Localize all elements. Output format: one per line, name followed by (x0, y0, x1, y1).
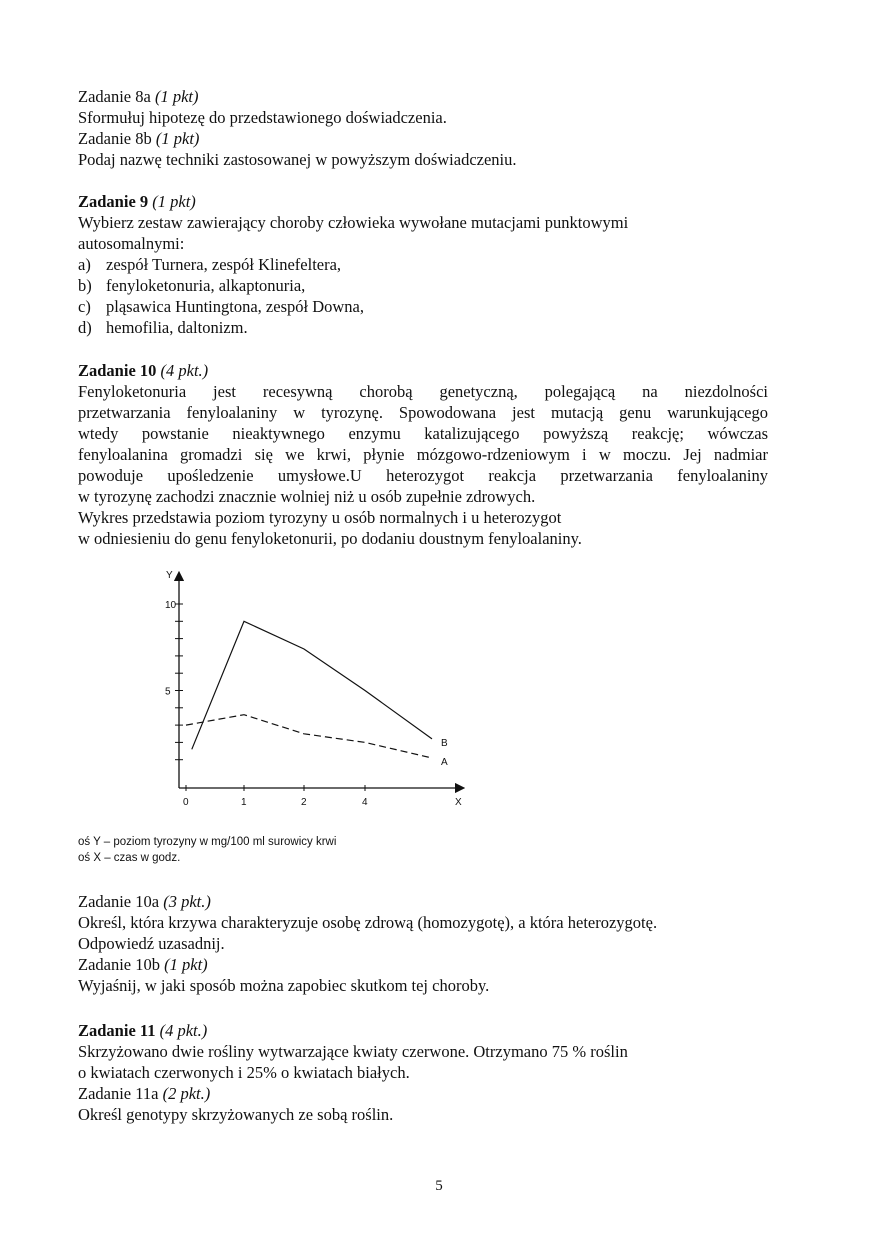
y-tick-label: 5 (165, 686, 171, 698)
task-11-label: Zadanie 11 (78, 1021, 156, 1040)
task-10-para-line: powoduje upośledzenie umysłowe.U heterozygot reakcja przetwarzania fenyloalaniny (78, 466, 768, 485)
task-9-label: Zadanie 9 (78, 192, 149, 211)
task-10-label: Zadanie 10 (78, 361, 157, 380)
caption-y: oś Y – poziom tyrozyny w mg/100 ml surowicy krwi (78, 836, 337, 848)
task-8b-points: (1 pkt) (155, 129, 200, 148)
task-10b-label: Zadanie 10b (78, 955, 161, 974)
task-10a-text: Odpowiedź uzasadnij. (78, 934, 225, 953)
task-11a-text: Określ genotypy skrzyżowanych ze sobą roślin. (78, 1105, 394, 1124)
series-label-B: B (441, 737, 448, 749)
x-tick-label: 1 (241, 797, 247, 808)
task-10-para2-line: w odniesieniu do genu fenyloketonurii, po dodaniu doustnym fenyloalaniny. (78, 529, 582, 548)
chart-caption (78, 834, 336, 866)
task-10 (78, 360, 768, 549)
task-11-text: Skrzyżowano dwie rośliny wytwarzające kwiaty czerwone. Otrzymano 75 % roślin (78, 1042, 628, 1061)
chart-axes (179, 576, 460, 788)
option-text: zespół Turnera, zespół Klinefeltera, (106, 255, 342, 274)
task-11a-label: Zadanie 11a (78, 1084, 159, 1103)
task-11-points: (4 pkt.) (159, 1021, 208, 1040)
series-label-A: A (441, 756, 448, 768)
x-tick-label: 2 (301, 797, 307, 808)
task-10-para-line: fenyloalanina gromadzi się we krwi, płynie mózgowo-rdzeniowym i w moczu. Jej nadmiar (78, 445, 768, 464)
x-axis-label: X (455, 797, 462, 808)
task-10b-points: (1 pkt) (164, 955, 208, 974)
option-letter: d) (78, 318, 92, 337)
task-9-points: (1 pkt) (152, 192, 196, 211)
task-10-para-line: wtedy powstanie nieaktywnego enzymu katalizującego powyższą reakcję; wówczas (78, 424, 768, 443)
task-8b-text: Podaj nazwę techniki zastosowanej w powyższym doświadczeniu. (78, 150, 517, 169)
task-10b-text: Wyjaśnij, w jaki sposób można zapobiec skutkom tej choroby. (78, 976, 490, 995)
task-10-points: (4 pkt.) (160, 361, 209, 380)
task-9 (78, 191, 778, 338)
task-11 (78, 1020, 778, 1125)
series-line-B (192, 621, 432, 749)
task-8a-points: (1 pkt) (154, 87, 199, 106)
x-tick-label: 0 (183, 797, 189, 808)
y-tick-label: 10 (165, 600, 177, 611)
chart-series (186, 621, 448, 768)
series-line-A (186, 715, 432, 758)
task-10ab (78, 891, 778, 996)
task-10a-text: Określ, która krzywa charakteryzuje osobę zdrową (homozygotę), a która heterozygotę. (78, 913, 658, 932)
option-text: fenyloketonuria, alkaptonuria, (106, 276, 306, 295)
option-letter: b) (78, 276, 92, 295)
task-10-para2-line: Wykres przedstawia poziom tyrozyny u osób normalnych i u heterozygot (78, 508, 562, 527)
task-8a-label: Zadanie 8a (78, 87, 151, 106)
task-9-question-line: autosomalnymi: (78, 234, 185, 253)
task-8b-label: Zadanie 8b (78, 129, 152, 148)
tyrosine-chart (150, 562, 480, 812)
caption-x: oś X – czas w godz. (78, 852, 181, 864)
task-10-para-line: Fenyloketonuria jest recesywną chorobą genetyczną, polegającą na niezdolności (78, 382, 768, 401)
option-c (78, 296, 778, 317)
task-10a-label: Zadanie 10a (78, 892, 160, 911)
task-9-question-line: Wybierz zestaw zawierający choroby człowieka wywołane mutacjami punktowymi (78, 213, 629, 232)
task-10-para-line: przetwarzania fenyloalaniny w tyrozynę. Spowodowana jest mutacją genu warunkującego (78, 403, 768, 422)
option-letter: c) (78, 297, 91, 316)
task-11a-points: (2 pkt.) (162, 1084, 211, 1103)
task-10-para-line: w tyrozynę zachodzi znacznie wolniej niż u osób zupełnie zdrowych. (78, 487, 536, 506)
x-tick-label: 4 (362, 797, 368, 808)
option-letter: a) (78, 255, 91, 274)
option-d (78, 317, 778, 338)
y-axis-label: Y (166, 570, 173, 581)
task-11-text: o kwiatach czerwonych i 25% o kwiatach białych. (78, 1063, 410, 1082)
task-10a-points: (3 pkt.) (163, 892, 211, 911)
option-text: pląsawica Huntingtona, zespół Downa, (106, 297, 364, 316)
task-8 (78, 86, 778, 170)
option-text: hemofilia, daltonizm. (106, 318, 248, 337)
option-a (78, 254, 778, 275)
task-8a-text: Sformułuj hipotezę do przedstawionego doświadczenia. (78, 108, 447, 127)
page-number: 5 (435, 1178, 443, 1194)
option-b (78, 275, 778, 296)
